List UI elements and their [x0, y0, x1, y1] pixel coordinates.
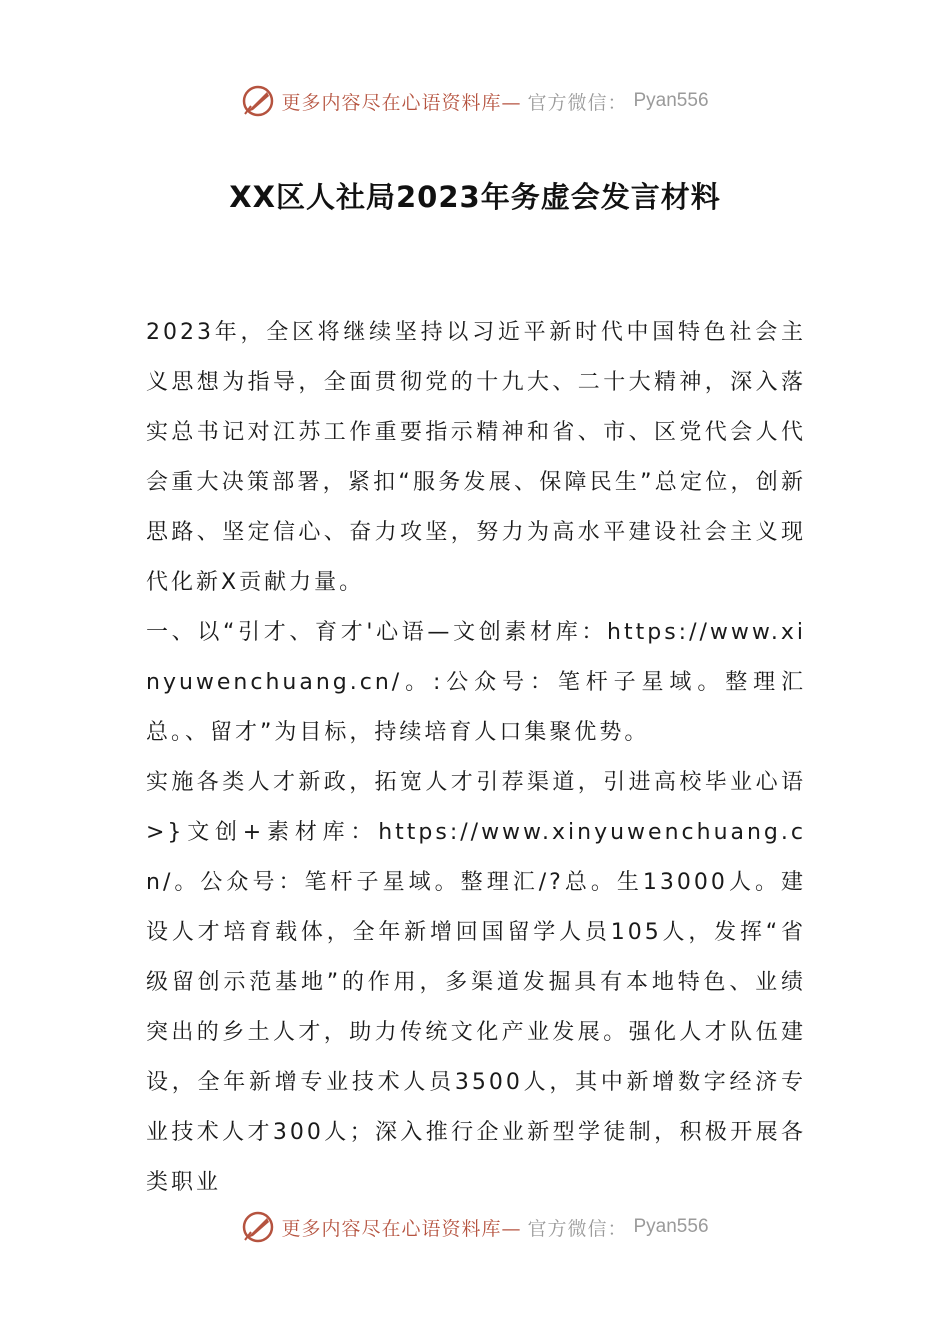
- document-body: [146, 308, 806, 1195]
- watermark-wechat-id: Pyan556: [633, 90, 709, 111]
- watermark-wechat-label: 官方微信：: [527, 91, 628, 114]
- paragraph-section-heading: 一、以“引才、育才'心语—文创素材库：https://www.xinyuwenchuang.cn/。:公众号：笔杆子星域。整理汇总。、留才”为目标，持续培育人口集聚优势。: [146, 620, 806, 745]
- quill-logo-icon: [241, 84, 275, 118]
- watermark-main-text: 更多内容尽在心语资料库—: [281, 1217, 522, 1240]
- watermark-banner-bottom: [0, 1210, 950, 1244]
- watermark-wechat-label: 官方微信：: [527, 1217, 628, 1240]
- watermark-wechat-id: Pyan556: [633, 1216, 709, 1237]
- document-title: XX区人社局2023年务虚会发言材料: [229, 180, 721, 214]
- paragraph-intro: 2023年，全区将继续坚持以习近平新时代中国特色社会主义思想为指导，全面贯彻党的十九大、二十大精神，深入落实总书记对江苏工作重要指示精神和省、市、区党代会人代会重大决策部署，紧扣“服务发展、保障民生”总定位，创新思路、坚定信心、奋力攻坚，努力为高水平建设社会主义现代化新X贡献力量。: [146, 320, 806, 595]
- quill-logo-icon: [241, 1210, 275, 1244]
- watermark-banner-top: [0, 84, 950, 118]
- paragraph-talent-policy: 实施各类人才新政，拓宽人才引荐渠道，引进高校毕业心语>}文创+素材库：https://www.xinyuwenchuang.cn/。公众号：笔杆子星域。整理汇/?总。生13000人。建设人才培育载体，全年新增回国留学人员105人，发挥“省级留创示范基地”的作用，多渠道发掘具有本地特色、业绩突出的乡土人才，助力传统文化产业发展。强化人才队伍建设，全年新增专业技术人员3500人，其中新增数字经济专业技术人才300人；深入推行企业新型学徒制，积极开展各类职业: [146, 770, 806, 1195]
- watermark-main-text: 更多内容尽在心语资料库—: [281, 91, 522, 114]
